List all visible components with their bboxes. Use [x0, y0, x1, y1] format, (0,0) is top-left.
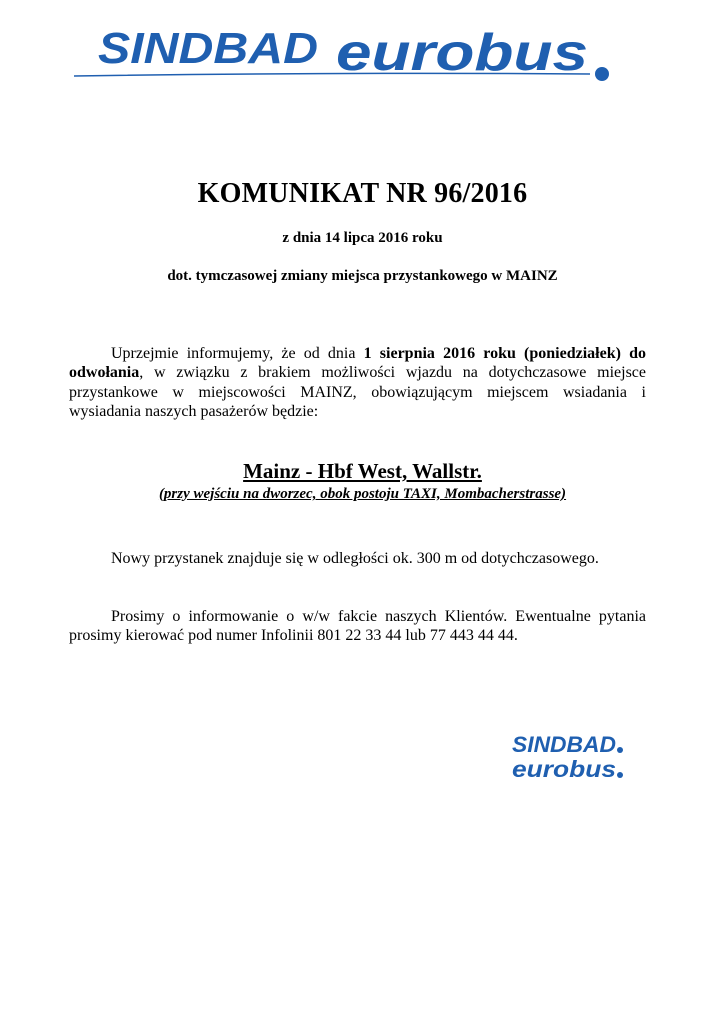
paragraph1-text-a: Uprzejmie informujemy, że od dnia [111, 345, 364, 362]
logo-text-sindbad: SINDBAD [98, 24, 318, 73]
page-title: KOMUNIKAT NR 96/2016 [197, 178, 528, 209]
paragraph-announcement [69, 344, 646, 421]
paragraph-contact [69, 607, 646, 646]
paragraph1-date-bold: 1 sierpnia 2016 roku (poniedziałek) do odwołania [69, 345, 646, 382]
date-line: z dnia 14 lipca 2016 roku [282, 230, 443, 246]
subject-line: dot. tymczasowej zmiany miejsca przystankowego w MAINZ [167, 268, 558, 284]
sindbad-eurobus-logo [70, 18, 615, 88]
logo-small-text-eurobus: eurobus [512, 756, 616, 782]
sindbad-eurobus-logo-small [510, 730, 630, 784]
paragraph1-text-b: , w związku z brakiem możliwości wjazdu na dotychczasowe miejsce przystankowe w miejscowości MAINZ, obowiązującym miejscem wsiadania i wysiadania naszych pasażerów będzie: [69, 364, 646, 420]
logo-small-text-sindbad: SINDBAD [512, 732, 617, 757]
stop-name: Mainz - Hbf West, Wallstr. [243, 459, 482, 483]
paragraph3-text: Prosimy o informowanie o w/w fakcie naszych Klientów. Ewentualne pytania prosimy kierować pod numer Infolinii 801 22 33 44 lub 77 443 44 44. [69, 608, 646, 645]
logo-text-eurobus: eurobus [336, 24, 588, 82]
paragraph-distance [69, 549, 646, 568]
stop-detail: (przy wejściu na dworzec, obok postoju TAXI, Mombacherstrasse) [158, 486, 567, 502]
paragraph2-text: Nowy przystanek znajduje się w odległości ok. 300 m od dotychczasowego. [111, 550, 599, 567]
